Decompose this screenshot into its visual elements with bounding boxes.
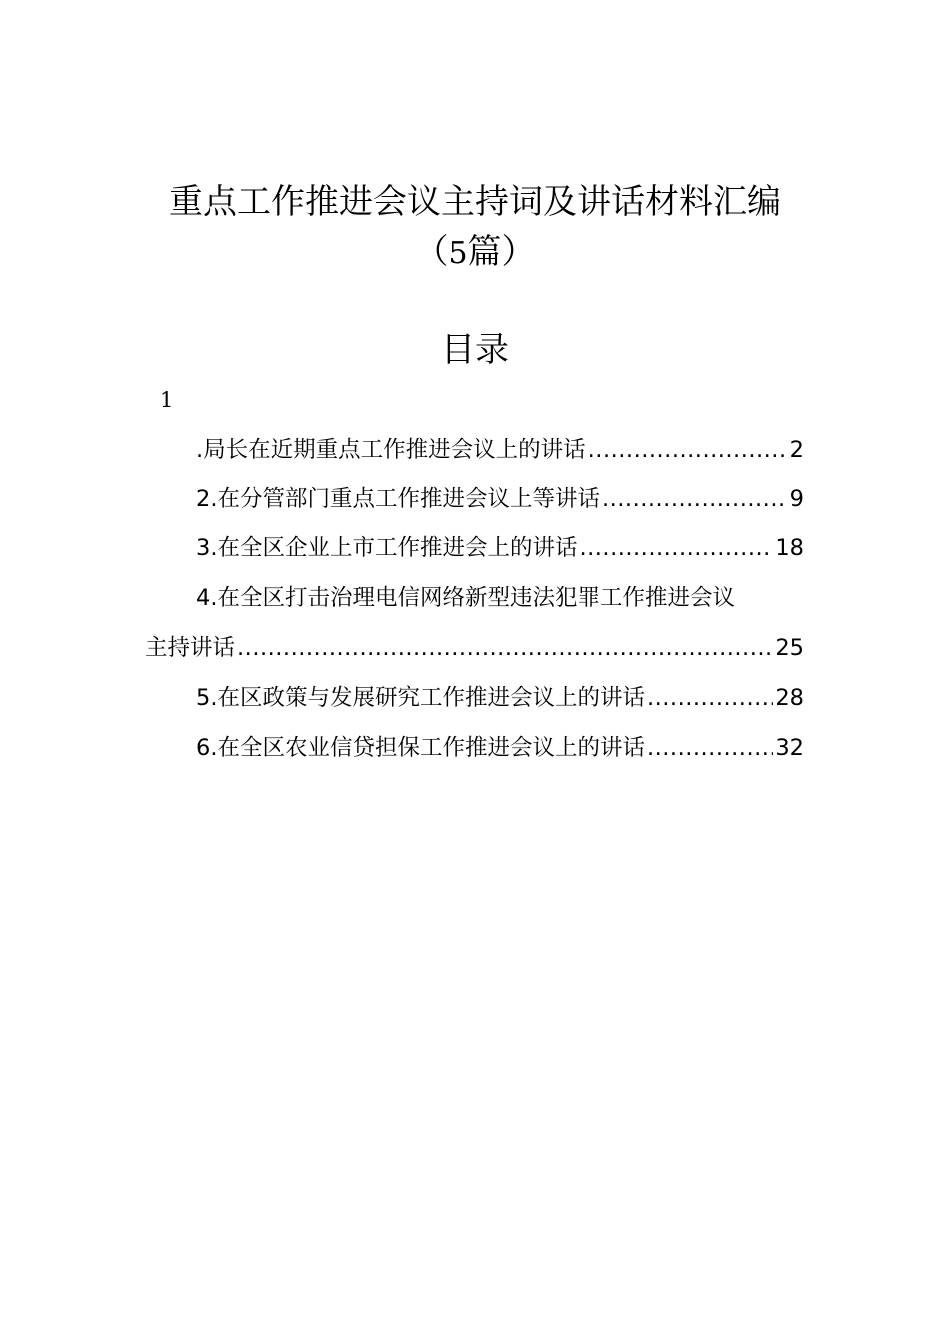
- toc-entry-4-line1[interactable]: [196, 582, 808, 614]
- toc-entry-text: .局长在近期重点工作推进会议上的讲话: [196, 437, 586, 463]
- toc-page-number: 9: [789, 486, 804, 512]
- subtitle-count: 5: [448, 236, 468, 271]
- toc-entry-2[interactable]: [196, 483, 804, 515]
- toc-entry-text: 5.在区政策与发展研究工作推进会议上的讲话: [196, 685, 645, 711]
- toc-leader-dots: [237, 632, 773, 664]
- toc-leader-dots: [588, 434, 788, 466]
- toc-page-number: 2: [789, 437, 804, 463]
- toc-leader-dots: [647, 682, 773, 714]
- toc-page-number: 18: [775, 535, 804, 561]
- toc-leader-dots: [579, 532, 773, 564]
- list-marker: 1: [160, 388, 174, 412]
- toc-page-number: 25: [775, 635, 804, 661]
- toc-entry-1[interactable]: [196, 434, 804, 466]
- toc-entry-text: 主持讲话: [145, 635, 236, 661]
- subtitle-close-paren: ）: [501, 232, 536, 272]
- toc-page-number: 32: [775, 735, 804, 761]
- toc-heading: 目录: [441, 330, 509, 370]
- toc-page-number: 28: [775, 685, 804, 711]
- toc-entry-5[interactable]: [196, 682, 804, 714]
- toc-entry-3[interactable]: [196, 532, 804, 564]
- toc-entry-text: 6.在全区农业信贷担保工作推进会议上的讲话: [196, 735, 645, 761]
- toc-leader-dots: [602, 483, 788, 515]
- document-subtitle: [0, 230, 950, 276]
- toc-entry-text: 4.在全区打击治理电信网络新型违法犯罪工作推进会议: [196, 585, 735, 611]
- toc-entry-text: 3.在全区企业上市工作推进会上的讲话: [196, 535, 578, 561]
- subtitle-open-paren: （: [414, 232, 449, 272]
- subtitle-word: 篇: [467, 232, 502, 272]
- document-title: 重点工作推进会议主持词及讲话材料汇编: [169, 182, 781, 222]
- toc-entry-4-line2[interactable]: [145, 632, 804, 664]
- toc-leader-dots: [647, 732, 773, 764]
- toc-entry-6[interactable]: [196, 732, 804, 764]
- toc-entry-text: 2.在分管部门重点工作推进会议上等讲话: [196, 486, 600, 512]
